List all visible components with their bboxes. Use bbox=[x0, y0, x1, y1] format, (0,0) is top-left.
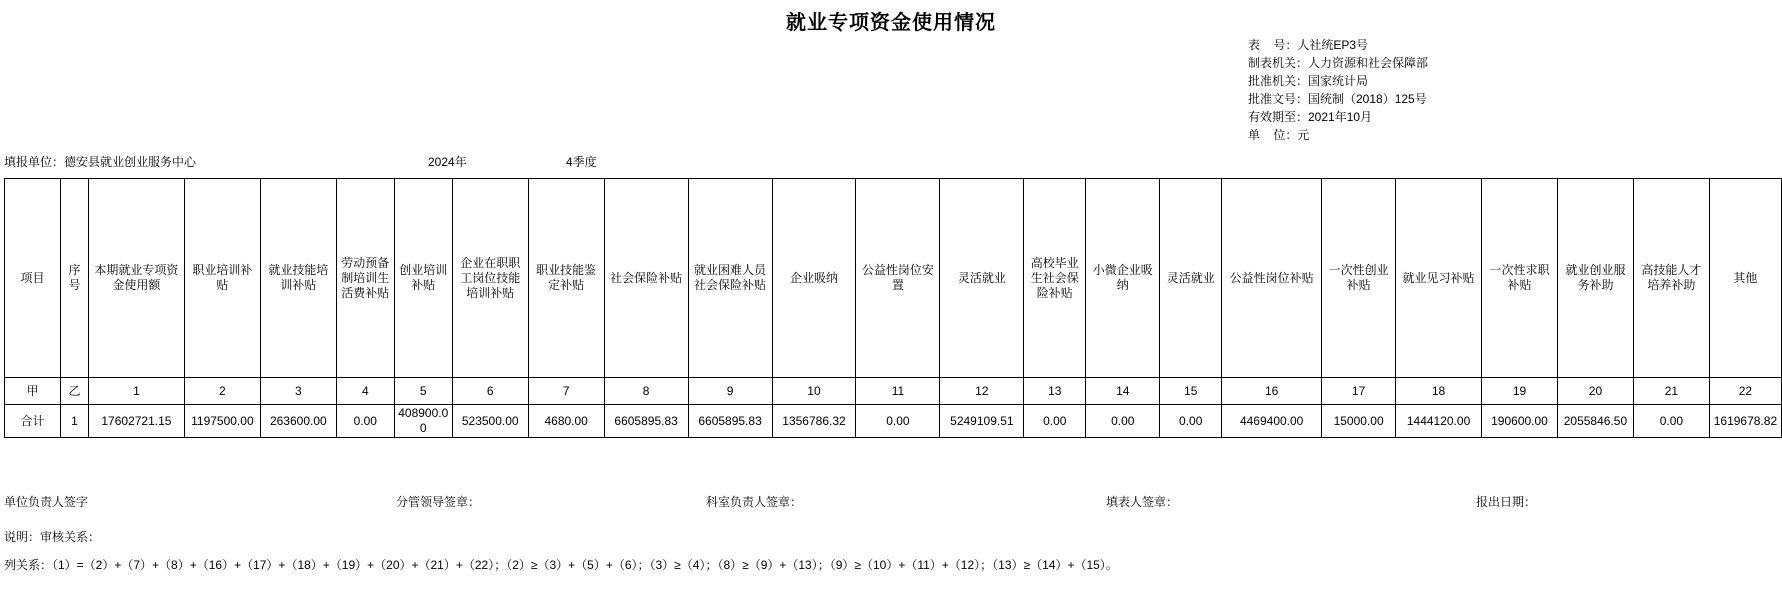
header-enterprise-post-training-subsidy: 企业在职职工岗位技能培训补贴 bbox=[452, 179, 528, 378]
meta-line-approval-agency: 批准机关：国家统计局 bbox=[1248, 74, 1369, 88]
header-total-amount: 本期就业专项资金使用额 bbox=[88, 179, 184, 378]
signature-preparer: 填表人签章： bbox=[1106, 495, 1179, 509]
table-number-row bbox=[5, 378, 1782, 405]
cell-startup-training-subsidy: 408900.00 bbox=[394, 405, 452, 438]
cell-difficult-person-insurance-subsidy: 6605895.83 bbox=[688, 405, 772, 438]
number-cell-22: 21 bbox=[1633, 378, 1709, 405]
number-cell-14: 13 bbox=[1024, 378, 1086, 405]
cell-public-post-placement: 0.00 bbox=[856, 405, 940, 438]
cell-skill-appraisal-subsidy: 4680.00 bbox=[528, 405, 604, 438]
signature-dept-head: 科室负责人签章： bbox=[706, 495, 803, 509]
cell-other: 1619678.82 bbox=[1709, 405, 1781, 438]
cell-total-amount: 17602721.15 bbox=[88, 405, 184, 438]
header-skill-training-subsidy: 就业技能培训补贴 bbox=[260, 179, 336, 378]
header-skill-appraisal-subsidy: 职业技能鉴定补贴 bbox=[528, 179, 604, 378]
number-cell-19: 18 bbox=[1396, 378, 1482, 405]
number-cell-15: 14 bbox=[1086, 378, 1160, 405]
signature-unit-head: 单位负责人签字 bbox=[4, 495, 89, 509]
number-cell-23: 22 bbox=[1709, 378, 1781, 405]
cell-enterprise-post-training-subsidy: 523500.00 bbox=[452, 405, 528, 438]
cell-small-micro-flexible: 0.00 bbox=[1160, 405, 1222, 438]
number-cell-13: 12 bbox=[940, 378, 1024, 405]
header-startup-service-subsidy: 就业创业服务补助 bbox=[1557, 179, 1633, 378]
number-cell-10: 9 bbox=[688, 378, 772, 405]
header-public-post-placement: 公益性岗位安置 bbox=[856, 179, 940, 378]
form-metadata bbox=[1248, 36, 1428, 144]
number-cell-2: 1 bbox=[88, 378, 184, 405]
cell-social-insurance-subsidy: 6605895.83 bbox=[604, 405, 688, 438]
cell-public-post-subsidy: 4469400.00 bbox=[1222, 405, 1322, 438]
cell-small-micro-absorb: 0.00 bbox=[1086, 405, 1160, 438]
cell-vocational-training-subsidy: 1197500.00 bbox=[184, 405, 260, 438]
number-cell-12: 11 bbox=[856, 378, 940, 405]
number-cell-6: 5 bbox=[394, 378, 452, 405]
row-seq: 1 bbox=[60, 405, 88, 438]
header-seq: 序号 bbox=[60, 179, 88, 378]
header-vocational-training-subsidy: 职业培训补贴 bbox=[184, 179, 260, 378]
number-cell-11: 10 bbox=[772, 378, 856, 405]
cell-labor-reserve-subsidy: 0.00 bbox=[336, 405, 394, 438]
header-social-insurance-subsidy: 社会保险补贴 bbox=[604, 179, 688, 378]
table-row bbox=[5, 405, 1782, 438]
header-item: 项目 bbox=[5, 179, 61, 378]
header-other: 其他 bbox=[1709, 179, 1781, 378]
meta-line-valid-until: 有效期至：2021年10月 bbox=[1248, 110, 1373, 124]
header-onetime-jobseek-subsidy: 一次性求职补贴 bbox=[1482, 179, 1558, 378]
number-cell-20: 19 bbox=[1482, 378, 1558, 405]
number-cell-5: 4 bbox=[336, 378, 394, 405]
cell-onetime-jobseek-subsidy: 190600.00 bbox=[1482, 405, 1558, 438]
number-cell-21: 20 bbox=[1557, 378, 1633, 405]
cell-enterprise-absorb: 1356786.32 bbox=[772, 405, 856, 438]
number-cell-18: 17 bbox=[1322, 378, 1396, 405]
row-label-total: 合计 bbox=[5, 405, 61, 438]
cell-internship-subsidy: 1444120.00 bbox=[1396, 405, 1482, 438]
number-cell-8: 7 bbox=[528, 378, 604, 405]
header-onetime-startup-subsidy: 一次性创业补贴 bbox=[1322, 179, 1396, 378]
header-enterprise-absorb: 企业吸纳 bbox=[772, 179, 856, 378]
signature-report-date: 报出日期： bbox=[1476, 495, 1537, 509]
cell-skill-training-subsidy: 263600.00 bbox=[260, 405, 336, 438]
filler-quarter-label: 4季度 bbox=[566, 155, 597, 169]
page-title: 就业专项资金使用情况 bbox=[786, 12, 996, 34]
number-cell-16: 15 bbox=[1160, 378, 1222, 405]
header-startup-training-subsidy: 创业培训补贴 bbox=[394, 179, 452, 378]
meta-line-approval-doc: 批准文号：国统制（2018）125号 bbox=[1248, 92, 1427, 106]
employment-fund-table bbox=[4, 178, 1782, 438]
meta-line-issuing-agency: 制表机关：人力资源和社会保障部 bbox=[1248, 56, 1429, 70]
filler-unit-label: 填报单位：德安县就业创业服务中心 bbox=[4, 155, 197, 169]
number-cell-17: 16 bbox=[1222, 378, 1322, 405]
header-small-micro-flexible: 灵活就业 bbox=[1160, 179, 1222, 378]
filler-info-row bbox=[0, 153, 1782, 169]
header-public-post-subsidy: 公益性岗位补贴 bbox=[1222, 179, 1322, 378]
number-cell-0: 甲 bbox=[5, 378, 61, 405]
header-high-skill-talent-subsidy: 高技能人才培养补助 bbox=[1633, 179, 1709, 378]
number-cell-4: 3 bbox=[260, 378, 336, 405]
meta-line-form-no: 表 号：人社统EP3号 bbox=[1248, 38, 1369, 52]
cell-startup-service-subsidy: 2055846.50 bbox=[1557, 405, 1633, 438]
number-cell-3: 2 bbox=[184, 378, 260, 405]
note-column-relation: 列关系：（1）=（2）+（7）+（8）+（16）+（17）+（18）+（19）+（20）+（21）+（22）；（2）≥（3）+（5）+（6）；（3）≥（4）；（8）≥（9）+（13）；（9）≥（10）+（11）+（12）；（13）≥（14）+（15）。 bbox=[4, 558, 1118, 572]
header-internship-subsidy: 就业见习补贴 bbox=[1396, 179, 1482, 378]
header-labor-reserve-subsidy: 劳动预备制培训生活费补贴 bbox=[336, 179, 394, 378]
signature-leader: 分管领导签章： bbox=[396, 495, 481, 509]
filler-year-label: 2024年 bbox=[428, 155, 467, 169]
cell-high-skill-talent-subsidy: 0.00 bbox=[1633, 405, 1709, 438]
header-graduate-insurance-subsidy: 高校毕业生社会保险补贴 bbox=[1024, 179, 1086, 378]
cell-graduate-insurance-subsidy: 0.00 bbox=[1024, 405, 1086, 438]
note-audit-relation: 说明：审核关系： bbox=[4, 530, 101, 544]
header-difficult-person-insurance-subsidy: 就业困难人员社会保险补贴 bbox=[688, 179, 772, 378]
header-flexible-employment: 灵活就业 bbox=[940, 179, 1024, 378]
number-cell-9: 8 bbox=[604, 378, 688, 405]
cell-onetime-startup-subsidy: 15000.00 bbox=[1322, 405, 1396, 438]
number-cell-7: 6 bbox=[452, 378, 528, 405]
meta-line-unit: 单 位：元 bbox=[1248, 128, 1310, 142]
number-cell-1: 乙 bbox=[60, 378, 88, 405]
cell-flexible-employment: 5249109.51 bbox=[940, 405, 1024, 438]
header-small-micro-absorb: 小微企业吸纳 bbox=[1086, 179, 1160, 378]
table-header-row bbox=[5, 179, 1782, 378]
